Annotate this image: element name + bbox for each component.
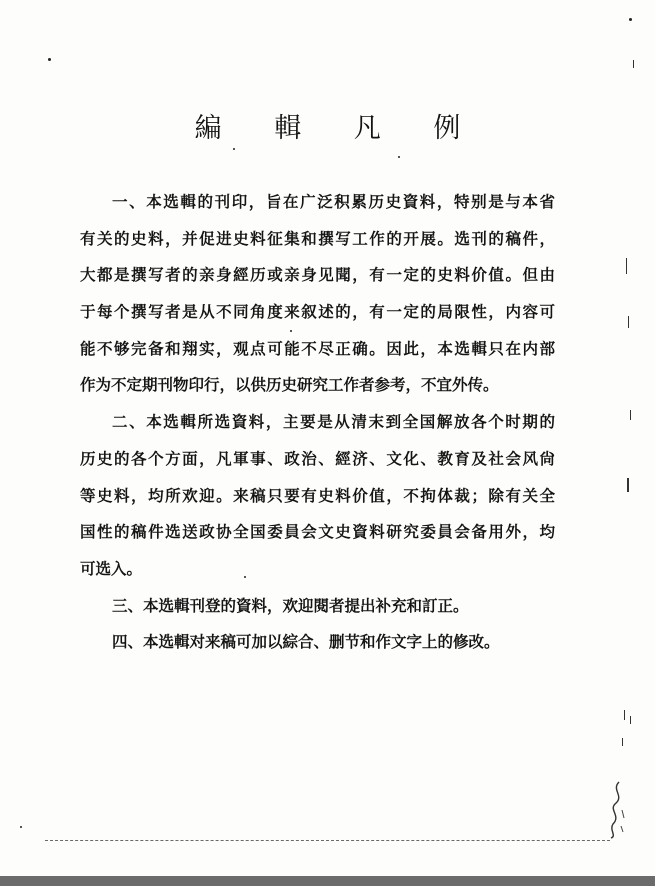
text-line: 一、本选輯的刊印，旨在广泛积累历史資料，特别是与本省 <box>112 192 555 211</box>
margin-mark <box>624 710 625 720</box>
scan-speck <box>290 330 292 332</box>
scan-speck <box>398 156 400 158</box>
footer-bar <box>0 876 655 886</box>
scan-speck <box>244 576 246 578</box>
scan-speck <box>48 58 51 61</box>
text-line: 四、本选輯对来稿可加以綜合、删节和作文字上的修改。 <box>112 632 500 652</box>
text-line: 大都是撰写者的亲身經历或亲身见聞，有一定的史料价值。但由 <box>80 265 555 285</box>
text-line: 等史料，均所欢迎。来稿只要有史料价值，不拘体裁；除有关全 <box>80 485 555 505</box>
margin-mark <box>622 738 623 746</box>
scan-speck <box>20 826 22 828</box>
margin-mark <box>626 258 627 274</box>
page-title: 編 輯 凡 例 <box>194 113 483 144</box>
scan-speck <box>629 18 632 21</box>
margin-mark <box>630 410 631 420</box>
margin-mark <box>627 478 629 492</box>
text-line: 二、本选輯所选資料，主要是从清末到全国解放各个时期的 <box>112 412 555 432</box>
text-line: 有关的史料，并促进史料征集和撰写工作的开展。选刊的稿件， <box>80 228 555 248</box>
text-line: 能不够完备和翔实，观点可能不尽正确。因此，本选輯只在内部 <box>80 338 555 358</box>
text-line: 作为不定期刊物印行，以供历史研究工作者参考，不宜外传。 <box>80 375 499 395</box>
margin-mark <box>633 60 634 68</box>
text-line: 于每个撰写者是从不同角度来叙述的，有一定的局限性，内容可 <box>80 302 555 322</box>
scan-speck <box>233 148 235 150</box>
text-line: 三、本选輯刊登的資料，欢迎閱者提出补充和訂正。 <box>112 595 469 615</box>
text-line: 国性的稿件选送政协全国委員会文史資料研究委員会备用外，均 <box>80 522 555 542</box>
text-line: 可选入。 <box>80 558 143 578</box>
edge-scribble <box>607 780 627 840</box>
margin-mark <box>630 716 631 724</box>
bottom-rule <box>45 840 610 841</box>
document-body <box>80 184 555 661</box>
text-line: 历史的各个方面，凡軍事、政治、經济、文化、教育及社会风尙 <box>80 448 555 468</box>
margin-mark <box>628 316 629 328</box>
